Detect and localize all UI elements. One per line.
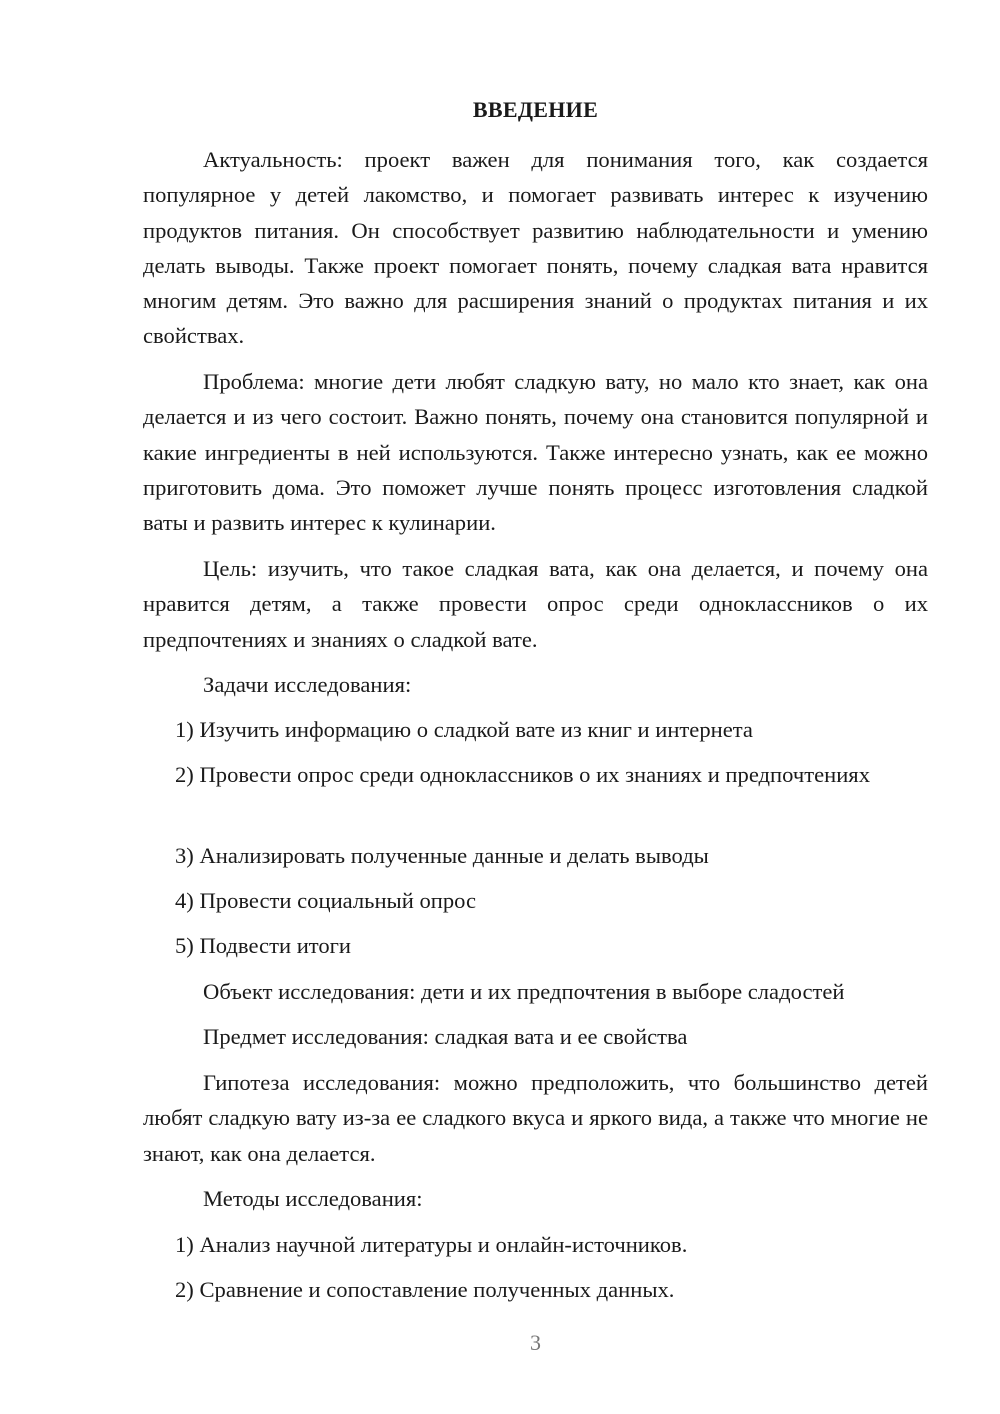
task-item-3: 3) Анализировать полученные данные и делать выводы	[175, 843, 709, 868]
section-title: ВВЕДЕНИЕ	[472, 97, 599, 122]
relevance-paragraph: Актуальность: проект важен для понимания того, как создается популярное у детей лакомство, и помогает развивать интерес к изучению продуктов питания. Он способствует развитию наблюдательности и умению делать выводы. Также проект помогает понять, почему сладкая вата нравится многим детям. Это важно для расширения знаний о продуктах питания и их свойствах.	[143, 147, 928, 349]
task-item-1: 1) Изучить информацию о сладкой вате из книг и интернета	[175, 717, 753, 742]
task-item-4: 4) Провести социальный опрос	[175, 888, 477, 913]
method-item-2: 2) Сравнение и сопоставление полученных данных.	[175, 1277, 675, 1302]
hypothesis-paragraph: Гипотеза исследования: можно предположить, что большинство детей любят сладкую вату из-за ее сладкого вкуса и яркого вида, а также что многие не знают, как она делается.	[143, 1070, 928, 1166]
research-subject: Предмет исследования: сладкая вата и ее свойства	[203, 1024, 688, 1049]
page-number: 3	[530, 1330, 541, 1355]
problem-paragraph: Проблема: многие дети любят сладкую вату, но мало кто знает, как она делается и из чего состоит. Важно понять, почему она становится популярной и какие ингредиенты в ней используются. Также интересно узнать, как ее можно приготовить дома. Это поможет лучше понять процесс изготовления сладкой ваты и развить интерес к кулинарии.	[143, 369, 928, 536]
research-object: Объект исследования: дети и их предпочтения в выборе сладостей	[203, 979, 845, 1004]
method-item-1: 1) Анализ научной литературы и онлайн-источников.	[175, 1232, 688, 1257]
goal-paragraph: Цель: изучить, что такое сладкая вата, как она делается, и почему она нравится детям, а также провести опрос среди одноклассников о их предпочтениях и знаниях о сладкой вате.	[143, 556, 928, 652]
document-page	[143, 0, 928, 1414]
task-item-5: 5) Подвести итоги	[175, 933, 352, 958]
methods-heading: Методы исследования:	[203, 1186, 423, 1211]
task-item-2: 2) Провести опрос среди одноклассников о их знаниях и предпочтениях	[175, 762, 870, 787]
tasks-heading: Задачи исследования:	[203, 672, 412, 697]
